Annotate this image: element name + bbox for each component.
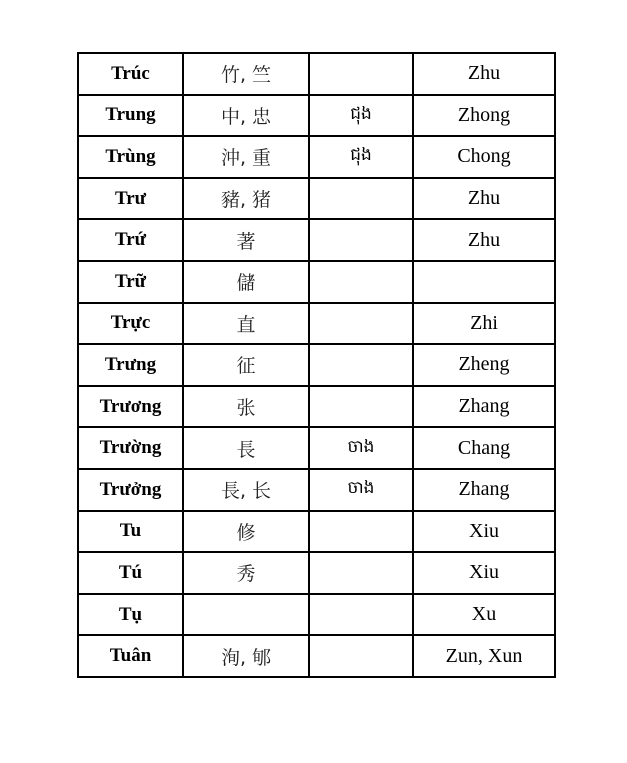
han-character-cell: 沖, 重 <box>183 136 309 178</box>
han-character-cell: 中, 忠 <box>183 95 309 137</box>
pinyin-cell <box>413 261 555 303</box>
khmer-cell <box>309 178 413 220</box>
vietnamese-cell: Trúc <box>78 53 183 95</box>
table-row <box>78 219 555 261</box>
han-character-cell: 修 <box>183 511 309 553</box>
han-character-cell: 洵, 郇 <box>183 635 309 677</box>
han-character-cell: 長, 长 <box>183 469 309 511</box>
pinyin-cell: Zhu <box>413 53 555 95</box>
han-character-cell: 征 <box>183 344 309 386</box>
vietnamese-cell: Trứ <box>78 219 183 261</box>
vietnamese-cell: Trư <box>78 178 183 220</box>
pinyin-cell: Zhu <box>413 178 555 220</box>
khmer-cell <box>309 344 413 386</box>
table-row <box>78 552 555 594</box>
pinyin-cell: Chong <box>413 136 555 178</box>
han-character-cell: 秀 <box>183 552 309 594</box>
khmer-cell <box>309 219 413 261</box>
lexicon-table <box>77 52 556 678</box>
han-character-cell: 竹, 竺 <box>183 53 309 95</box>
khmer-cell <box>309 511 413 553</box>
table-row <box>78 261 555 303</box>
han-character-cell: 直 <box>183 303 309 345</box>
vietnamese-cell: Trung <box>78 95 183 137</box>
pinyin-cell: Zhi <box>413 303 555 345</box>
han-character-cell <box>183 594 309 636</box>
table-row <box>78 594 555 636</box>
khmer-cell <box>309 386 413 428</box>
pinyin-cell: Zhang <box>413 469 555 511</box>
khmer-cell <box>309 635 413 677</box>
vietnamese-cell: Tú <box>78 552 183 594</box>
pinyin-cell: Zhu <box>413 219 555 261</box>
khmer-cell: ចាង <box>309 469 413 511</box>
table-row <box>78 303 555 345</box>
vietnamese-cell: Trùng <box>78 136 183 178</box>
han-character-cell: 著 <box>183 219 309 261</box>
vietnamese-cell: Trưởng <box>78 469 183 511</box>
table-row <box>78 95 555 137</box>
table-row <box>78 427 555 469</box>
vietnamese-cell: Trường <box>78 427 183 469</box>
table-row <box>78 469 555 511</box>
table-row <box>78 344 555 386</box>
pinyin-cell: Zhang <box>413 386 555 428</box>
table-row <box>78 178 555 220</box>
han-character-cell: 张 <box>183 386 309 428</box>
pinyin-cell: Xiu <box>413 552 555 594</box>
table-row <box>78 635 555 677</box>
table-row <box>78 511 555 553</box>
khmer-cell <box>309 303 413 345</box>
khmer-cell: ចាង <box>309 427 413 469</box>
vietnamese-cell: Trực <box>78 303 183 345</box>
han-character-cell: 長 <box>183 427 309 469</box>
khmer-cell <box>309 552 413 594</box>
pinyin-cell: Zheng <box>413 344 555 386</box>
khmer-cell <box>309 53 413 95</box>
vietnamese-cell: Trữ <box>78 261 183 303</box>
khmer-cell: ជុង <box>309 95 413 137</box>
pinyin-cell: Xiu <box>413 511 555 553</box>
pinyin-cell: Xu <box>413 594 555 636</box>
han-character-cell: 豬, 猪 <box>183 178 309 220</box>
table-row <box>78 386 555 428</box>
vietnamese-cell: Tuân <box>78 635 183 677</box>
vietnamese-cell: Trưng <box>78 344 183 386</box>
vietnamese-cell: Tu <box>78 511 183 553</box>
pinyin-cell: Zhong <box>413 95 555 137</box>
khmer-cell <box>309 594 413 636</box>
table-row <box>78 53 555 95</box>
lexicon-table-body <box>78 53 555 677</box>
pinyin-cell: Zun, Xun <box>413 635 555 677</box>
table-row <box>78 136 555 178</box>
vietnamese-cell: Tụ <box>78 594 183 636</box>
pinyin-cell: Chang <box>413 427 555 469</box>
han-character-cell: 儲 <box>183 261 309 303</box>
khmer-cell <box>309 261 413 303</box>
vietnamese-cell: Trương <box>78 386 183 428</box>
khmer-cell: ជុង <box>309 136 413 178</box>
